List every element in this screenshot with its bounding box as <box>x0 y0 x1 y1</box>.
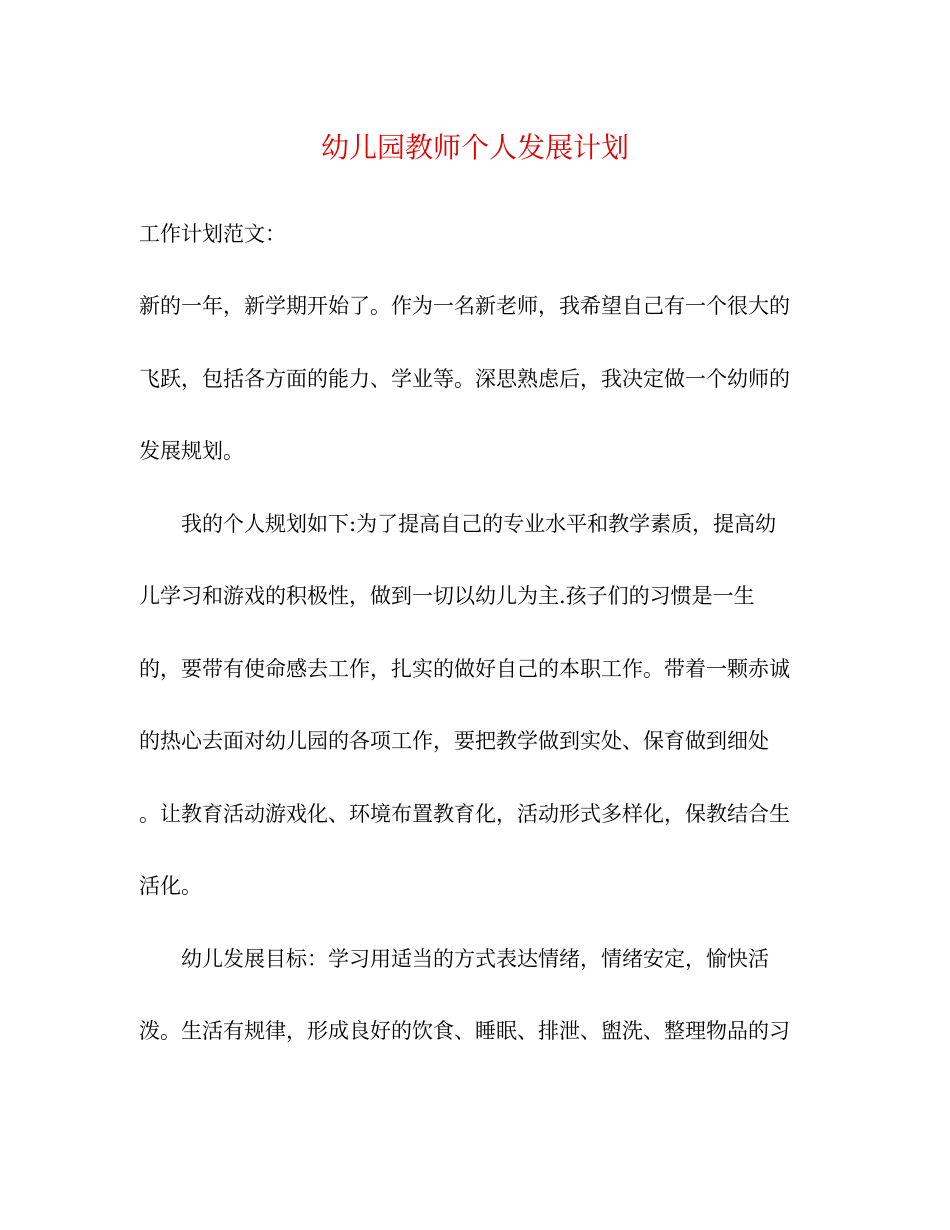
text-line: 儿学习和游戏的积极性，做到一切以幼儿为主.孩子们的习惯是一生 <box>139 584 755 608</box>
text-line: 活化。 <box>139 874 202 898</box>
text-line: 飞跃，包括各方面的能力、学业等。深思熟虑后，我决定做一个幼师的 <box>139 367 790 391</box>
text-line-paragraph-start: 我的个人规划如下:为了提高自己的专业水平和教学素质，提高幼 <box>181 512 777 536</box>
text-line: 发展规划。 <box>139 439 244 463</box>
text-line: 。让教育活动游戏化、环境布置教育化，活动形式多样化，保教结合生 <box>139 802 790 826</box>
text-line: 新的一年，新学期开始了。作为一名新老师，我希望自己有一个很大的 <box>139 294 790 318</box>
text-line: 的热心去面对幼儿园的各项工作，要把教学做到实处、保育做到细处 <box>139 729 769 753</box>
text-line: 泼。生活有规律，形成良好的饮食、睡眠、排泄、盥洗、整理物品的习 <box>139 1019 790 1043</box>
text-line-heading: 工作计划范文： <box>139 222 286 246</box>
text-line: 的，要带有使命感去工作，扎实的做好自己的本职工作。带着一颗赤诚 <box>139 657 790 681</box>
text-line-paragraph-start: 幼儿发展目标：学习用适当的方式表达情绪，情绪安定，愉快活 <box>181 947 769 971</box>
document-title: 幼儿园教师个人发展计划 <box>320 131 629 164</box>
